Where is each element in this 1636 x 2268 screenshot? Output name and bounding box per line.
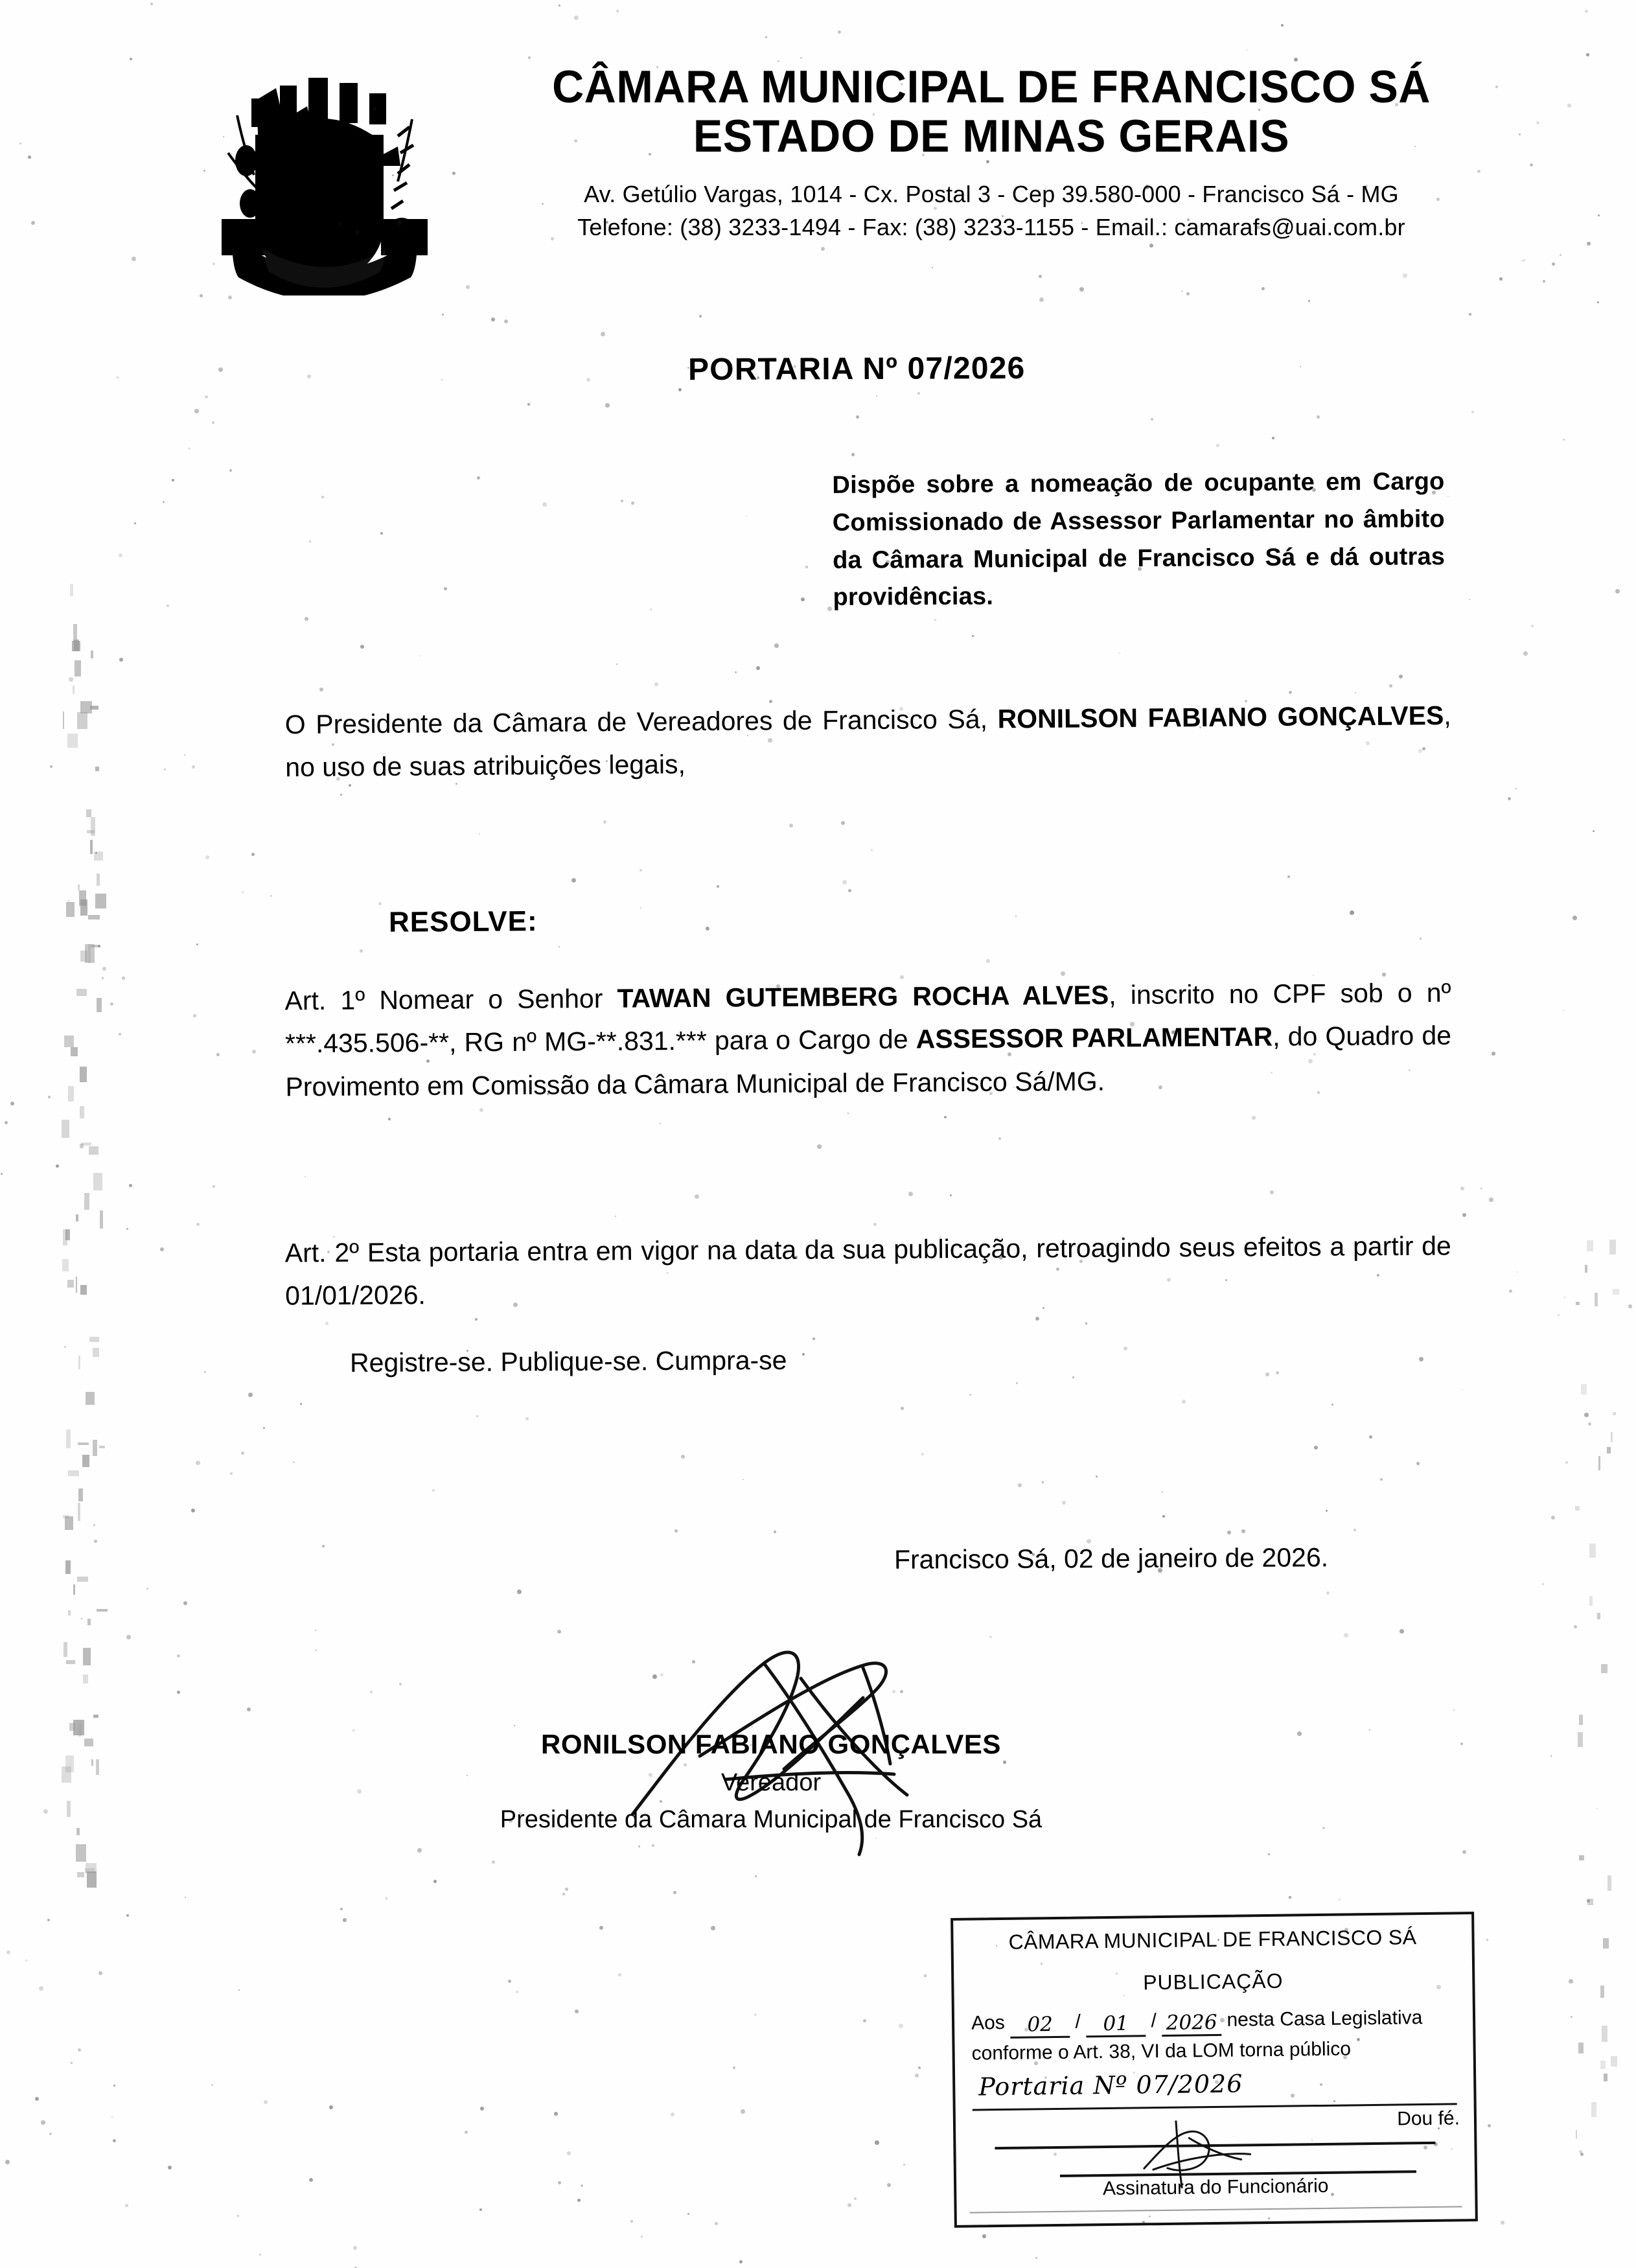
stamp-portaria-field[interactable] (972, 2065, 1457, 2111)
intro-paragraph (285, 694, 1452, 789)
appointed-role: ASSESSOR PARLAMENTAR (916, 1022, 1273, 1054)
stamp-field-month[interactable]: 01 (1086, 2011, 1146, 2037)
stamp-line-prefix: Aos (971, 2011, 1005, 2034)
stamp-subtitle: PUBLICAÇÃO (1142, 1969, 1284, 1995)
organization-name-line2: ESTADO DE MINAS GERAIS (693, 110, 1290, 162)
closing-line: Registre-se. Publique-se. Cumpra-se (349, 1345, 787, 1378)
stamp-field-year[interactable]: 2026 (1162, 2011, 1221, 2037)
art1-suffix: , do Quadro de Provimento em Comissão da Câmara Municipal de Francisco Sá/MG. (285, 1021, 1452, 1102)
header-text-block (447, 62, 1536, 244)
stamp-divider (995, 2142, 1435, 2149)
stamp-date-line: Aos 02 / 01 / 2026 nesta Casa Legislativa (954, 2006, 1473, 2039)
address-line-1: Av. Getúlio Vargas, 1014 - Cx. Postal 3 - Cep 39.580-000 - Francisco Sá - MG (584, 181, 1399, 208)
stamp-bottom-divider (970, 2206, 1462, 2213)
intro-suffix: , no uso de suas atribuições legais, (285, 700, 1451, 783)
signature-block (285, 1724, 1257, 1838)
article-1-paragraph (284, 971, 1451, 1109)
signatory-name: RONILSON FABIANO GONÇALVES (541, 1729, 1001, 1759)
president-name: RONILSON FABIANO GONÇALVES (997, 700, 1444, 734)
ementa-summary: Dispõe sobre a nomeação de ocupante em Cargo Comissionado de Assessor Parlamentar no âmbito da Câmara Municipal de Francisco Sá e dá outras providências. (832, 468, 1446, 612)
document-header (0, 0, 1636, 305)
place-and-date: Francisco Sá, 02 de janeiro de 2026. (893, 1542, 1329, 1575)
art1-ids: , inscrito no CPF sob o nº ***.435.506-**, RG nº MG-**.831.*** para o Cargo de (284, 977, 1451, 1059)
stamp-legal-reference: conforme o Art. 38, VI da LOM torna público (971, 2038, 1352, 2065)
appointee-name: TAWAN GUTEMBERG ROCHA ALVES (617, 980, 1109, 1013)
stamp-assinatura-area (956, 2173, 1475, 2202)
signatory-title: Presidente da Câmara Municipal de Francisco Sá (500, 1806, 1043, 1833)
publication-stamp (950, 1912, 1478, 2228)
stamp-portaria-handwritten: Portaria Nº 07/2026 (978, 2069, 1243, 2101)
address-line-2: Telefone: (38) 3233-1494 - Fax: (38) 3233-1155 - Email.: camarafs@uai.com.br (577, 214, 1405, 241)
intro-prefix: O Presidente da Câmara de Vereadores de Francisco Sá, (284, 704, 998, 740)
stamp-field-day[interactable]: 02 (1010, 2013, 1070, 2039)
art1-prefix: Art. 1º Nomear o Senhor (284, 983, 617, 1016)
municipal-coat-of-arms-icon (218, 43, 432, 295)
resolve-label: RESOLVE: (388, 905, 538, 938)
stamp-line-suffix: nesta Casa Legislativa (1227, 2007, 1423, 2031)
stamp-title: CÂMARA MUNICIPAL DE FRANCISCO SÁ (1008, 1925, 1417, 1954)
article-2-paragraph: Art. 2º Esta portaria entra em vigor na data da sua publicação, retroagindo seus efeitos a partir de 01/01/2026. (284, 1231, 1451, 1311)
document-title-text: PORTARIA Nº 07/2026 (688, 351, 1026, 388)
stamp-dou-fe: Dou fé. (1397, 2107, 1460, 2130)
signatory-role: Vereador (720, 1769, 822, 1796)
document-title (0, 351, 1636, 387)
stamp-assinatura-label: Assinatura do Funcionário (1102, 2175, 1329, 2200)
organization-name-line1: CÂMARA MUNICIPAL DE FRANCISCO SÁ (552, 61, 1431, 113)
